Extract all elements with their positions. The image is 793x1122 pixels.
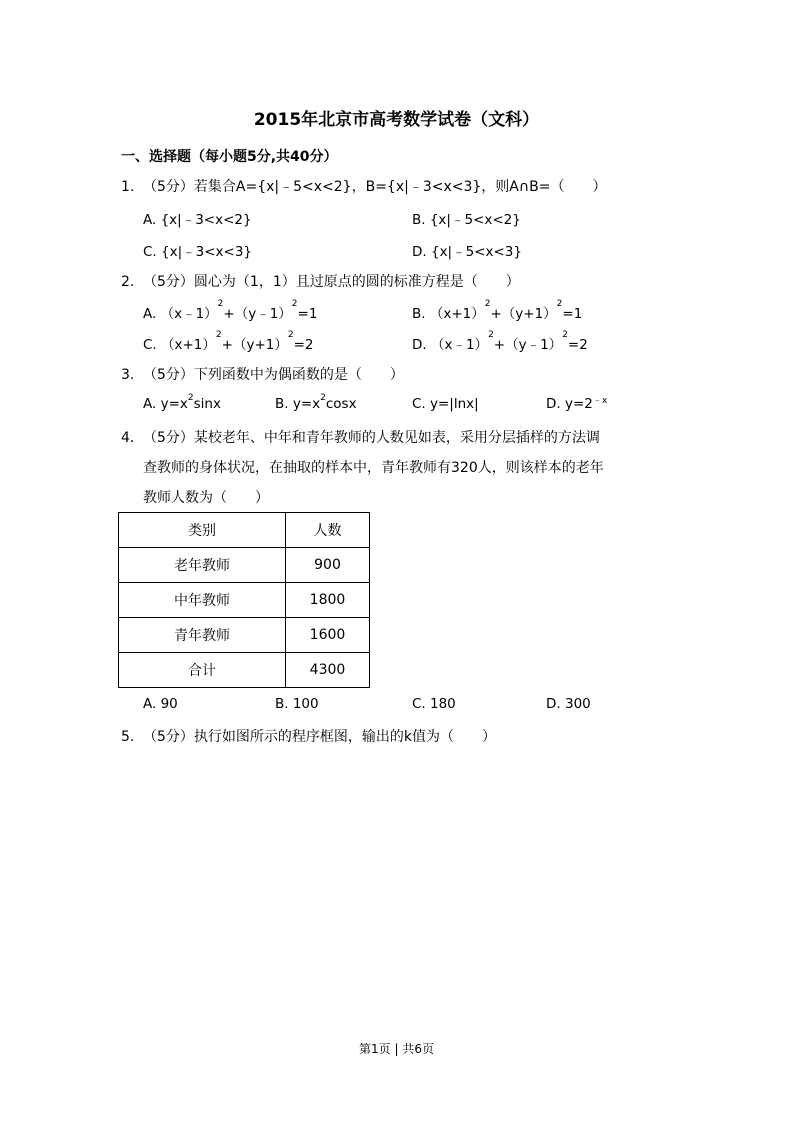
q4-option-d: D. 300 [546, 696, 591, 712]
question-number: 1. [121, 179, 135, 195]
question-5 [121, 726, 496, 746]
table-row [119, 618, 370, 653]
question-stem-line-2: 查教师的身体状况，在抽取的样本中，青年教师有320人，则该样本的老年 [143, 460, 604, 476]
question-stem-line-1: （5分）某校老年、中年和青年教师的人数见如表，采用分层插样的方法调 [143, 430, 600, 446]
table-row [119, 548, 370, 583]
q2-option-c: C. $(x+1)^2+(y+1)^2=2$ [143, 330, 314, 353]
question-stem-line-3: 教师人数为（ ） [143, 490, 269, 506]
question-1 [121, 176, 606, 196]
table-cell: 老年教师 [119, 548, 286, 583]
table-cell: 青年教师 [119, 618, 286, 653]
teacher-count-table [118, 512, 370, 688]
q1-option-b: B. {x|﹣5<x<2} [412, 212, 521, 228]
table-cell: 中年教师 [119, 583, 286, 618]
q4-option-b: B. 100 [275, 696, 319, 712]
table-cell: 1800 [286, 583, 370, 618]
question-stem: （5分）下列函数中为偶函数的是（ ） [143, 367, 404, 383]
question-stem: （5分）执行如图所示的程序框图，输出的k值为（ ） [143, 729, 497, 745]
q4-option-a: A. 90 [143, 696, 178, 712]
q1-option-d: D. {x|﹣5<x<3} [412, 244, 522, 260]
q2-option-b: B. $(x+1)^2+(y+1)^2=1$ [412, 299, 583, 322]
table-cell: 1600 [286, 618, 370, 653]
question-stem: （5分）圆心为（1，1）且过原点的圆的标准方程是（ ） [143, 274, 520, 290]
question-number: 3. [121, 367, 135, 383]
table-header-cell: 人数 [286, 513, 370, 548]
question-number: 2. [121, 274, 135, 290]
question-2 [121, 271, 520, 291]
q3-option-a: A. $y=x^2\sin x$ [143, 393, 221, 412]
table-cell: 合计 [119, 653, 286, 688]
page-footer: 第1页 | 共6页 [359, 1042, 434, 1056]
question-3 [121, 364, 404, 384]
q2-option-a: A. （x﹣1）$^2$+（y﹣1）$^2$=1 [143, 299, 318, 322]
question-number: 4. [121, 430, 135, 446]
table-row [119, 653, 370, 688]
q4-option-c: C. 180 [412, 696, 456, 712]
q1-option-c: C. {x|﹣3<x<3} [143, 244, 253, 260]
section-heading: 一、选择题（每小题5分,共40分） [121, 149, 338, 165]
question-4 [121, 427, 600, 447]
question-stem: （5分）若集合A={x|﹣5<x<2}，B={x|﹣3<x<3}，则A∩B=（ ） [143, 179, 607, 195]
q1-option-a: A. {x|﹣3<x<2} [143, 212, 252, 228]
q2-option-d: D. （x﹣1）$^2$+（y﹣1）$^2$=2 [412, 330, 588, 353]
table-row [119, 583, 370, 618]
table-cell: 900 [286, 548, 370, 583]
q3-option-b: B. $y=x^2\cos x$ [275, 393, 357, 412]
question-number: 5. [121, 729, 135, 745]
table-header-row [119, 513, 370, 548]
table-header-cell: 类别 [119, 513, 286, 548]
page-title: 2015年北京市高考数学试卷（文科） [253, 110, 540, 130]
q3-option-c: C. y=|lnx| [412, 396, 479, 412]
table-cell: 4300 [286, 653, 370, 688]
q3-option-d: D. $y=2^{﹣x}$ [546, 396, 608, 412]
